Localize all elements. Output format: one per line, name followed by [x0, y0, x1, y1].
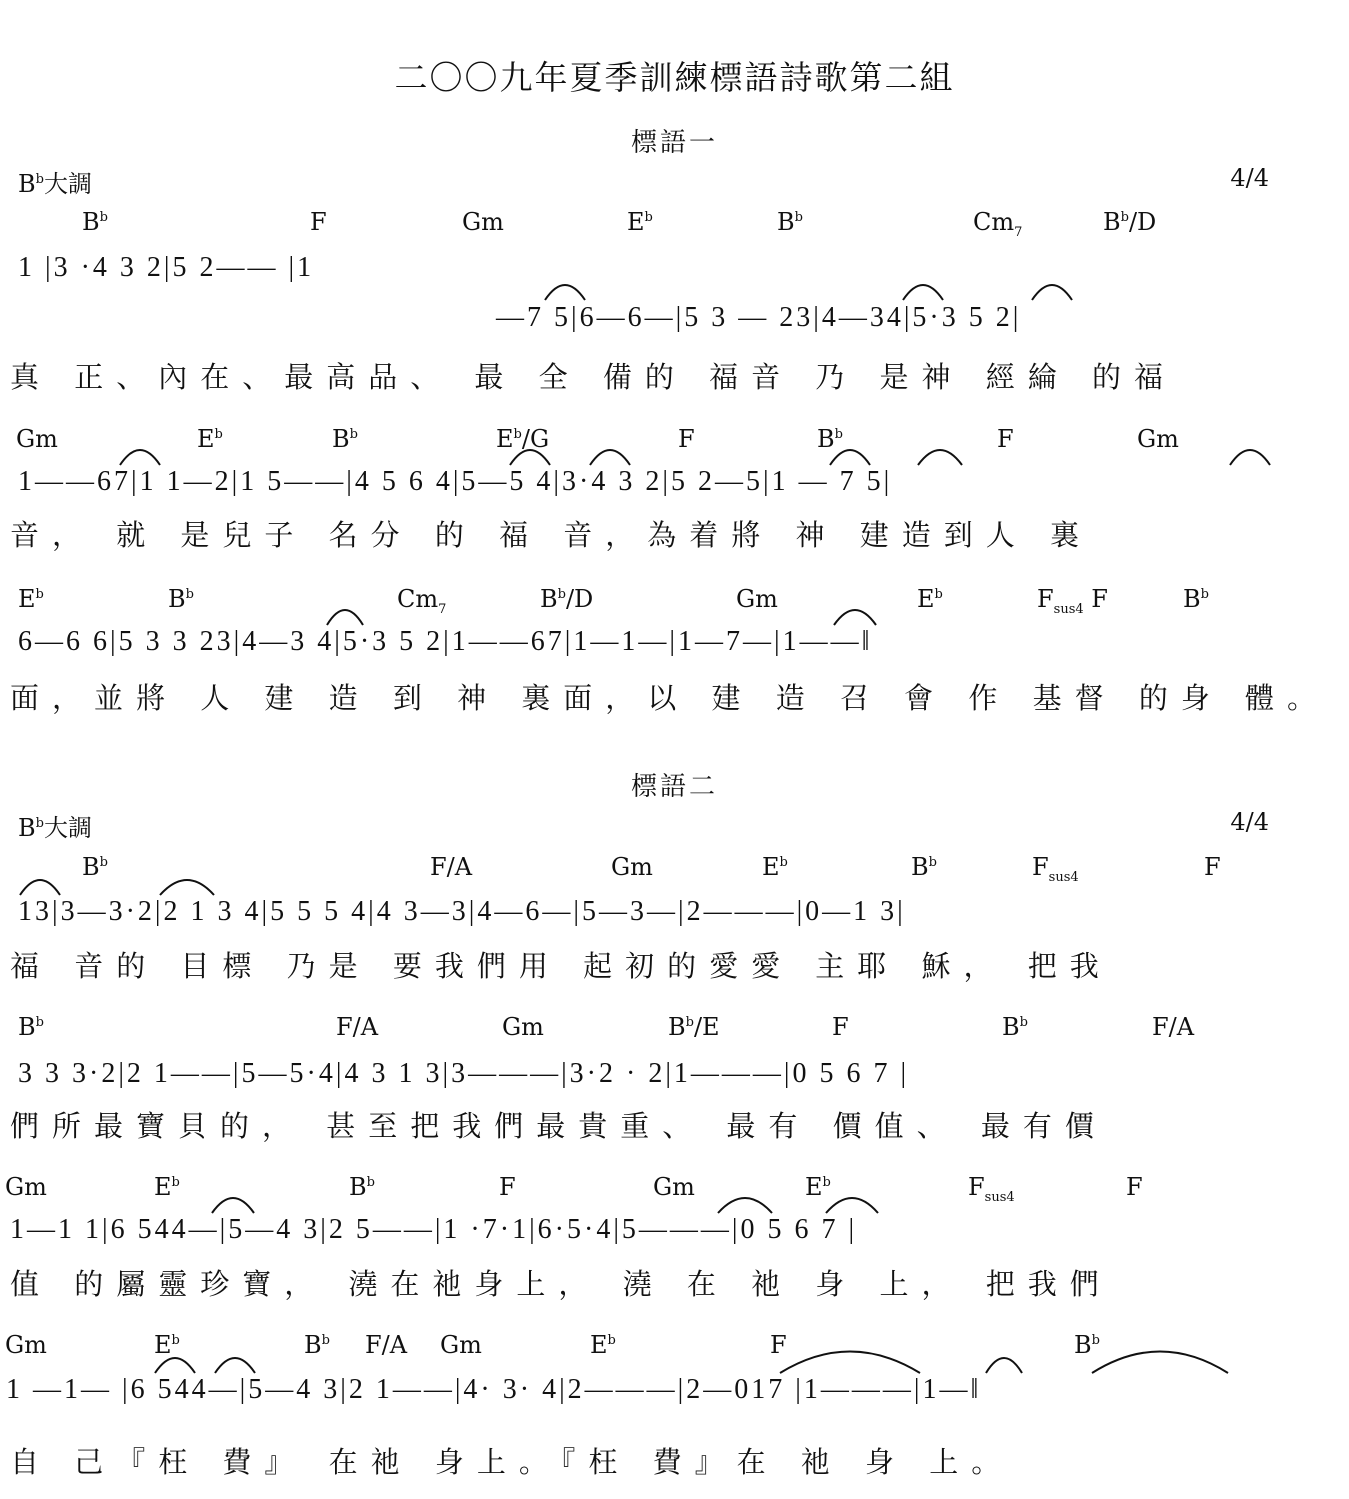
slur [1032, 285, 1072, 300]
slur [155, 1358, 195, 1373]
slur [780, 1352, 920, 1374]
lyrics-line: 面，並將 人 建 造 到 神 裏面，以 建 造 召 會 作 基督 的身 體。 [10, 681, 1330, 715]
chord-symbol: $E^b$ [18, 585, 44, 613]
chord-symbol: $B^b$ [332, 425, 358, 453]
chord-symbol: $B^b$ [1074, 1331, 1100, 1359]
chord-symbol: Gm [653, 1173, 695, 1201]
chord-symbol: F [678, 425, 695, 453]
slur [986, 1358, 1022, 1373]
chord-symbol: $E^b$ [627, 208, 653, 236]
chord-symbol: $E^b$ [154, 1331, 180, 1359]
notation-line: 1 —1— |6 544—|5—4 3|2 1——|4· 3· 4|2———|2—017 |1———|1—‖ [6, 1374, 982, 1405]
section-heading: 標語一 [630, 128, 718, 158]
lyrics-line: 值 的屬靈珍寶， 澆在祂身上， 澆 在 祂 身 上， 把我們 [10, 1267, 1112, 1301]
chord-symbol: $B^b$ [82, 208, 108, 236]
chord-symbol: F [1204, 853, 1221, 881]
notation-line: 1 |3 ·4 3 2|5 2—— |1 [18, 252, 315, 283]
chord-symbol: F [832, 1013, 849, 1041]
chord-symbol: F [770, 1331, 787, 1359]
chord-symbol: F [310, 208, 327, 236]
chord-symbol: F [1126, 1173, 1143, 1201]
section-heading: 標語二 [630, 772, 718, 802]
slur [120, 450, 160, 465]
chord-symbol: $E^b$ [590, 1331, 616, 1359]
slur [834, 610, 876, 625]
slur [212, 1198, 254, 1213]
chord-symbol: F/A [365, 1331, 408, 1359]
chord-symbol: Gm [16, 425, 58, 453]
chord-symbol: $F_{sus4}$ [968, 1173, 1015, 1205]
chord-symbol: $B^b/E$ [668, 1013, 720, 1041]
chord-symbol: $E^b$ [197, 425, 223, 453]
lyrics-line: 真 正、內在、最高品、 最 全 備的 福音 乃 是神 經綸 的福 [10, 360, 1176, 394]
chord-symbol: $B^b$ [817, 425, 843, 453]
lyrics-line: 們所最寶貝的， 甚至把我們最貴重、 最有 價值、 最有價 [10, 1109, 1107, 1143]
chord-symbol: $E^b$ [762, 853, 788, 881]
slur [718, 1198, 772, 1213]
notation-line: 6—6 6|5 3 3 23|4—3 4|5·3 5 2|1——67|1—1—|1—7—|1——‖ [18, 626, 873, 657]
chord-symbol: $B^b$ [349, 1173, 375, 1201]
slur [1230, 450, 1270, 465]
slur [160, 880, 214, 895]
lyrics-line: 自 己『枉 費』 在祂 身上。『枉 費』在 祂 身 上。 [10, 1445, 1014, 1479]
chord-symbol: F [499, 1173, 516, 1201]
chord-symbol: $B^b$ [18, 1013, 44, 1041]
chord-symbol: $F_{sus4}$ F [1037, 585, 1108, 617]
notation-line: 1——67|1 1—2|1 5——|4 5 6 4|5—5 4|3·4 3 2|5 2—5|1 — 7 5| [18, 466, 893, 497]
key-signature: $B^b$大調 [18, 170, 92, 198]
slur [826, 1198, 878, 1213]
slur [20, 880, 60, 895]
lyrics-line: 福 音的 目標 乃是 要我們用 起初的愛愛 主耶 穌， 把我 [10, 949, 1112, 983]
chord-symbol: $B^b/D$ [1103, 208, 1157, 236]
chord-symbol: $B^b/D$ [540, 585, 594, 613]
chord-symbol: $E^b$ [917, 585, 943, 613]
chord-symbol: $F_{sus4}$ [1032, 853, 1079, 885]
chord-symbol: $Cm_7$ [397, 585, 447, 617]
chord-symbol: Gm [1137, 425, 1179, 453]
chord-symbol: F [997, 425, 1014, 453]
chord-symbol: $B^b$ [304, 1331, 330, 1359]
slur [545, 285, 585, 300]
notation-line: 3 3 3·2|2 1——|5—5·4|4 3 1 3|3———|3·2 · 2|1———|0 5 6 7 | [18, 1058, 910, 1089]
time-signature: 4/4 [1230, 808, 1269, 836]
chord-symbol: $B^b$ [82, 853, 108, 881]
slur [1092, 1352, 1228, 1374]
slur [903, 285, 943, 300]
chord-symbol: F/A [430, 853, 473, 881]
chord-symbol: Gm [611, 853, 653, 881]
chord-symbol: $E^b$ [154, 1173, 180, 1201]
notation-line: —7 5|6—6—|5 3 — 23|4—34|5·3 5 2| [496, 302, 1022, 333]
slur [918, 450, 962, 465]
chord-symbol: Gm [502, 1013, 544, 1041]
chord-symbol: F/A [1152, 1013, 1195, 1041]
slur [590, 450, 630, 465]
chord-symbol: F/A [336, 1013, 379, 1041]
chord-symbol: $Cm_7$ [973, 208, 1023, 240]
chord-symbol: $B^b$ [1183, 585, 1209, 613]
chord-symbol: Gm [462, 208, 504, 236]
key-signature: $B^b$大調 [18, 814, 92, 842]
time-signature: 4/4 [1230, 164, 1269, 192]
chord-symbol: $E^b$ [805, 1173, 831, 1201]
chord-symbol: $B^b$ [911, 853, 937, 881]
chord-symbol: Gm [736, 585, 778, 613]
song-title: 二〇〇九年夏季訓練標語詩歌第二組 [394, 58, 955, 97]
notation-line: 1—1 1|6 544—|5—4 3|2 5——|1 ·7·1|6·5·4|5———|0 5 6 7 | [10, 1214, 858, 1245]
chord-symbol: $B^b$ [168, 585, 194, 613]
slur [327, 610, 363, 625]
chord-symbol: Gm [5, 1173, 47, 1201]
chord-symbol: Gm [440, 1331, 482, 1359]
chord-symbol: $B^b$ [1002, 1013, 1028, 1041]
notation-line: 13|3—3·2|2 1 3 4|5 5 5 4|4 3—3|4—6—|5—3—|2———|0—1 3| [18, 896, 906, 927]
slur [215, 1358, 255, 1373]
lyrics-line: 音， 就 是兒子 名分 的 福 音，為着將 神 建造到人 裏 [10, 518, 1092, 552]
chord-symbol: $B^b$ [777, 208, 803, 236]
chord-symbol: $E^b/G$ [496, 425, 550, 453]
chord-symbol: Gm [5, 1331, 47, 1359]
